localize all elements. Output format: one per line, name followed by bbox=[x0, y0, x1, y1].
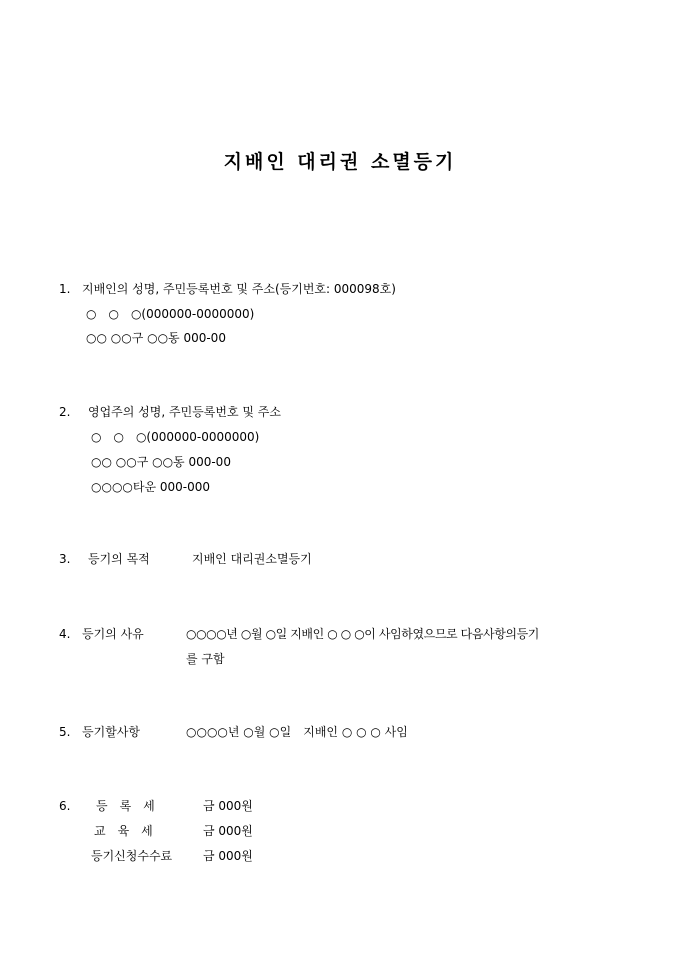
section-heading: 영업주의 성명, 주민등록번호 및 주소 bbox=[88, 405, 281, 419]
section-value: ○○○○년 ○월 ○일 지배인 ○ ○ ○이 사임하였으므로 다음사항의등기 bbox=[186, 627, 539, 641]
section-line: ○ ○ ○(000000-0000000) bbox=[86, 307, 255, 321]
fee-amount: 금 000원 bbox=[203, 849, 253, 863]
fee-label: 등 록 세 bbox=[96, 799, 155, 813]
section-line: ○○ ○○구 ○○동 000-00 bbox=[91, 455, 231, 469]
section-heading: 지배인의 성명, 주민등록번호 및 주소(등기번호: 000098호) bbox=[82, 282, 396, 296]
section-label: 등기할사항 bbox=[82, 725, 140, 739]
section-line: ○○ ○○구 ○○동 000-00 bbox=[86, 331, 226, 345]
fee-label: 교 육 세 bbox=[94, 824, 153, 838]
section-line: ○ ○ ○(000000-0000000) bbox=[91, 430, 260, 444]
document-title: 지배인 대리권 소멸등기 bbox=[223, 151, 457, 173]
section-value: ○○○○년 ○월 ○일 지배인 ○ ○ ○ 사임 bbox=[186, 725, 408, 739]
section-continuation: 를 구함 bbox=[186, 652, 225, 666]
section-line: ○○○○타운 000-000 bbox=[91, 480, 211, 494]
section-number: 3. bbox=[59, 552, 71, 566]
fee-amount: 금 000원 bbox=[203, 799, 253, 813]
section-label: 등기의 사유 bbox=[82, 627, 144, 641]
section-number: 5. bbox=[59, 725, 71, 739]
fee-amount: 금 000원 bbox=[203, 824, 253, 838]
section-number: 4. bbox=[59, 627, 71, 641]
section-number: 1. bbox=[59, 282, 71, 296]
fee-label: 등기신청수수료 bbox=[91, 849, 173, 863]
section-number: 6. bbox=[59, 799, 71, 813]
section-label: 등기의 목적 bbox=[88, 552, 150, 566]
section-number: 2. bbox=[59, 405, 71, 419]
section-value: 지배인 대리권소멸등기 bbox=[192, 552, 312, 566]
